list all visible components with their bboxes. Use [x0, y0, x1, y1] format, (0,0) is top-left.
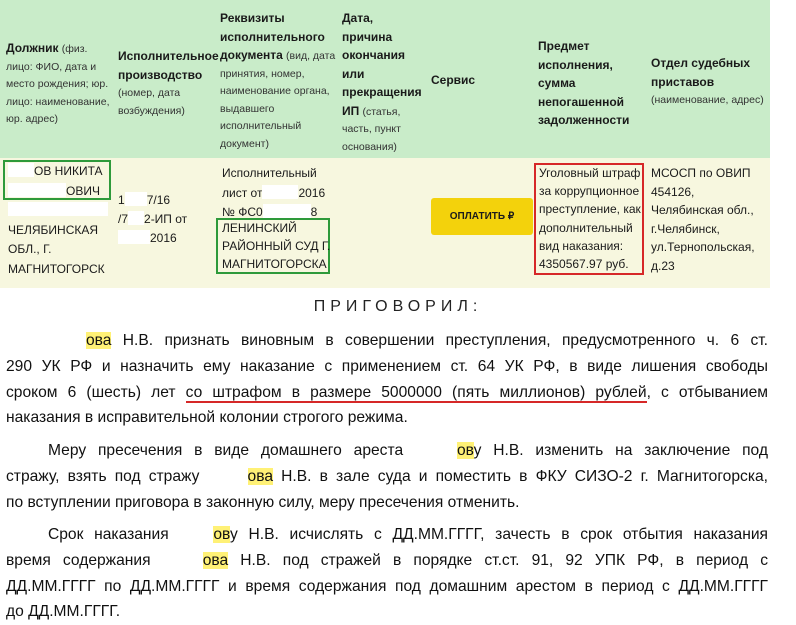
highlighted-name: ова — [202, 551, 229, 569]
paragraph-1-line-1: Н.В. признать виновным в совершении преступления, предусмотренного ч. 6 ст. — [111, 332, 768, 349]
bailiff-cell — [651, 164, 755, 276]
paragraph-1-line-4: наказания в исправительной колонии строгого режима. — [6, 409, 408, 427]
court-name-line1: ЛЕНИНСКИЙ — [222, 221, 297, 235]
paragraph-3-line-2-start: время содержания — [6, 551, 163, 569]
verdict-title: ПРИГОВОРИЛ: — [313, 298, 483, 315]
verdict-paragraph-2 — [6, 438, 768, 515]
header-end-title: Дата, причина окончания или прекращения ИП — [342, 11, 422, 118]
debtor-address-line3: МАГНИТОГОРСК — [8, 261, 105, 276]
header-bailiff — [651, 55, 767, 110]
paragraph-1-line-2: 290 УК РФ и назначить ему наказание с применением ст. 64 УК РФ, в виде лишения свободы — [6, 357, 768, 375]
paragraph-2-line-2-end: Н.В. в зале суда и поместить в ФКУ СИЗО-2 г. Магнитогорска, — [273, 467, 768, 485]
paragraph-3-line-1-start: Срок наказания — [48, 526, 180, 543]
paragraph-1-line-3-end: , с отбыванием — [646, 383, 769, 401]
header-document — [220, 10, 338, 153]
header-service — [431, 72, 521, 91]
redacted-mask — [262, 185, 298, 199]
bailiff-line4: г.Челябинск, — [651, 221, 720, 236]
header-debtor-title: Должник — [6, 41, 59, 55]
document-number: 8 — [310, 205, 318, 219]
highlighted-name: ов — [456, 442, 474, 459]
header-subject — [538, 38, 644, 131]
bailiff-line5: ул.Тернопольская, — [651, 240, 755, 255]
debtor-address-line1: ЧЕЛЯБИНСКАЯ — [8, 222, 99, 237]
document-cell — [222, 164, 325, 223]
header-subject-title: Предмет исполнения, сумма непогашенной задолженности — [538, 39, 630, 127]
redacted-mask — [8, 183, 66, 197]
header-debtor-sub: (физ. лицо: ФИО, дата и место рождения; юр. лицо: наименование, юр. адрес) — [6, 43, 110, 125]
paragraph-3-line-3: ДД.ММ.ГГГГ по ДД.ММ.ГГГГ и время содержания под домашним арестом в период с ДД.ММ.ГГГГ — [6, 577, 768, 595]
pay-button[interactable]: ОПЛАТИТЬ ₽ — [431, 198, 533, 235]
bailiff-line3: Челябинская обл., — [651, 203, 754, 218]
header-service-title: Сервис — [431, 73, 476, 87]
court-name-line3: МАГНИТОГОРСКА — [222, 257, 327, 271]
header-proceeding-sub: (номер, дата возбуждения) — [118, 87, 185, 117]
proceeding-number-b: 7/16 — [146, 193, 171, 207]
paragraph-3-line-2-end: Н.В. под стражей в порядке ст.ст. 91, 92 УПК РФ, в период с — [228, 551, 769, 569]
redacted-mask — [128, 211, 144, 225]
debtor-cell — [8, 162, 108, 279]
paragraph-2-line-3: по вступлении приговора в законную силу, меру пресечения отменить. — [6, 493, 520, 511]
subject-cell — [539, 164, 641, 273]
subject-amount: 4350567.97 руб. — [539, 257, 629, 272]
subject-line2: за коррупционное — [539, 184, 640, 199]
subject-line3: преступление, как — [539, 202, 641, 217]
redacted-mask — [8, 163, 34, 177]
header-bailiff-title: Отдел судебных приставов — [651, 56, 751, 89]
court-name-line2: РАЙОННЫЙ СУД Г. — [222, 239, 331, 253]
redacted-mask — [8, 202, 108, 216]
bailiff-line2: 454126, — [651, 184, 695, 199]
proceeding-number-c: /7 — [118, 212, 129, 226]
highlighted-name: ов — [213, 526, 230, 543]
document-date: 2016 — [298, 185, 326, 200]
header-document-title: Реквизиты исполнительного документа — [220, 11, 325, 62]
header-proceeding-title: Исполнительное производство — [118, 49, 219, 82]
redacted-mask — [415, 438, 457, 464]
redacted-mask — [118, 230, 150, 244]
document-type: Исполнительный — [222, 166, 317, 180]
subject-line1: Уголовный штраф — [539, 166, 641, 180]
redacted-mask — [208, 464, 248, 490]
header-document-sub: (вид, дата принятия, номер, наименование органа, выдавшего исполнительный документ) — [220, 50, 336, 150]
highlighted-name: ова — [247, 467, 274, 485]
court-name — [222, 219, 330, 273]
proceeding-number-d: 2-ИП от — [144, 212, 188, 226]
proceeding-number-a: 1 — [118, 193, 125, 207]
highlighted-name: ова — [86, 332, 112, 349]
debtor-name-line1: ОВ НИКИТА — [34, 164, 103, 178]
paragraph-3-line-1-end: у Н.В. исчислять с ДД.ММ.ГГГГ, зачесть в срок отбытия наказания — [230, 526, 768, 543]
redacted-mask — [263, 204, 311, 218]
redacted-mask — [125, 192, 147, 206]
header-bailiff-sub: (наименование, адрес) — [651, 94, 764, 106]
debtor-address-line2: ОБЛ., Г. — [8, 242, 52, 256]
proceeding-date: 2016 — [150, 231, 177, 245]
document-number-label: № ФС0 — [222, 205, 263, 219]
paragraph-2-line-2-start: стражу, взять под стражу — [6, 467, 208, 485]
redacted-mask — [48, 328, 86, 354]
header-debtor — [6, 40, 114, 129]
document-date-label: лист от — [222, 185, 263, 200]
fine-amount-underlined: со штрафом в размере 5000000 (пять миллионов) рублей — [185, 383, 647, 401]
header-end-sub: (статья, часть, пункт основания) — [342, 105, 401, 153]
enforcement-table — [0, 0, 770, 288]
bailiff-line1: МСОСП по ОВИП — [651, 166, 751, 180]
subject-line4: дополнительный — [539, 220, 633, 235]
redacted-mask — [179, 522, 213, 548]
redacted-mask — [163, 548, 203, 574]
paragraph-1-line-3-start: сроком 6 (шесть) лет — [6, 383, 186, 401]
verdict-paragraph-1 — [6, 328, 768, 431]
bailiff-line6: д.23 — [651, 258, 675, 273]
verdict-paragraph-3 — [6, 522, 768, 625]
header-proceeding — [118, 48, 219, 120]
paragraph-3-line-4: до ДД.ММ.ГГГГ. — [6, 603, 121, 621]
debtor-name-line2: ОВИЧ — [66, 183, 100, 198]
paragraph-2-line-1-end: у Н.В. изменить на заключение под — [473, 442, 768, 459]
subject-line5: вид наказания: — [539, 238, 624, 253]
header-end — [342, 10, 426, 156]
proceeding-cell — [118, 191, 187, 248]
paragraph-2-line-1-start: Меру пресечения в виде домашнего ареста — [48, 442, 415, 459]
